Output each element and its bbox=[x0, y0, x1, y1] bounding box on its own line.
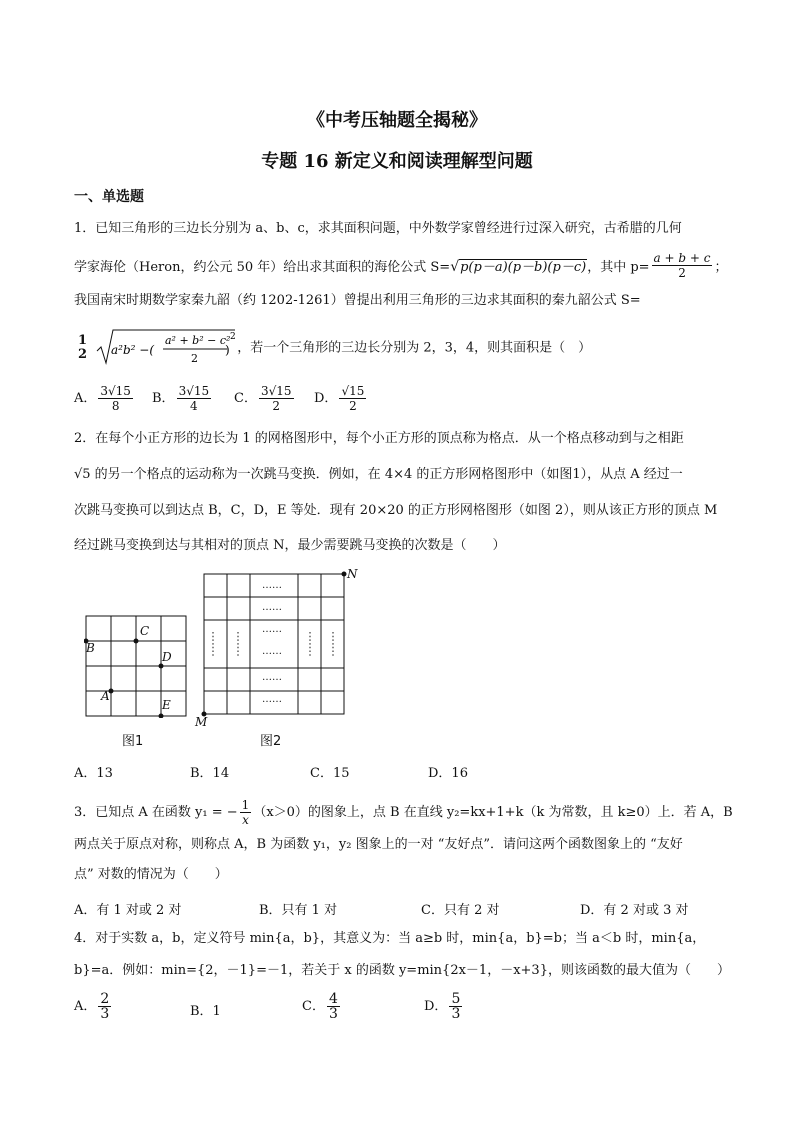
svg-text:): ) bbox=[225, 343, 230, 357]
point-e-dot bbox=[159, 714, 164, 719]
q2-option-c[interactable]: C．15 bbox=[310, 766, 350, 781]
point-m-label: M bbox=[195, 715, 208, 729]
q4-option-a[interactable]: A． $\frac{2}{3}$ bbox=[74, 991, 110, 1022]
q3-line-1: 3．已知点 A 在函数 y₁ = − $\frac{1}{x}$ （x＞0）的图象上，点 B 在直线 y₂=kx+1+k（k 为常数，且 k≥0）上．若 A，B bbox=[74, 798, 733, 827]
point-c-label: C bbox=[140, 624, 150, 638]
h-ellipsis-4: …… bbox=[262, 646, 282, 657]
h-ellipsis-2: …… bbox=[262, 602, 282, 613]
q4-option-b[interactable]: B．1 bbox=[190, 1004, 221, 1019]
svg-text:2: 2 bbox=[191, 352, 199, 365]
q1-line-4 bbox=[74, 327, 722, 371]
point-d-dot bbox=[159, 664, 164, 669]
point-d-label: D bbox=[162, 650, 172, 664]
one-half-fraction: 1 2 bbox=[78, 333, 88, 362]
figure-2-caption: 图2 bbox=[260, 734, 282, 749]
q2-option-d[interactable]: D．16 bbox=[428, 766, 468, 781]
q2-option-b[interactable]: B．14 bbox=[190, 766, 230, 781]
half-perimeter-fraction: $\frac{a + b + c}{2}$ bbox=[653, 251, 711, 280]
h-ellipsis-5: …… bbox=[262, 672, 282, 683]
h-ellipsis-1: …… bbox=[262, 580, 282, 591]
q1-option-c[interactable]: C． $\frac{3√15}{2}$ bbox=[234, 384, 292, 413]
point-e-label: E bbox=[162, 698, 171, 712]
point-n-dot bbox=[342, 572, 347, 577]
q1-line-2: 学家海伦（Heron，约公元 50 年）给出求其面积的海伦公式 S=√p(p－a)(p－b)(p－c)，其中 p= $\frac{a + b + c}{2}$ ； bbox=[74, 251, 728, 280]
figure-1-grid bbox=[84, 614, 188, 718]
q2-line-1: 2．在每个小正方形的边长为 1 的网格图形中，每个小正方形的顶点称为格点．从一个格点移动到与之相距 bbox=[74, 431, 684, 446]
q2-option-a[interactable]: A．13 bbox=[74, 766, 113, 781]
q4-option-d[interactable]: D． $\frac{5}{3}$ bbox=[424, 991, 461, 1022]
q3-option-b[interactable]: B．只有 1 对 bbox=[259, 903, 338, 918]
svg-text:a² + b² − c²: a² + b² − c² bbox=[165, 334, 231, 347]
q2-line-4: 经过跳马变换到达与其相对的顶点 N，最少需要跳马变换的次数是（ ） bbox=[74, 538, 506, 553]
document-subtitle: 专题 16 新定义和阅读理解型问题 bbox=[261, 151, 533, 172]
q1-question-text: ，若一个三角形的三边长分别为 2，3，4，则其面积是（ ） bbox=[237, 340, 592, 356]
svg-text:2: 2 bbox=[230, 332, 236, 342]
q2-line-3: 次跳马变换可以到达点 B，C，D，E 等处．现有 20×20 的正方形网格图形（如图 2），则从该正方形的顶点 M bbox=[74, 503, 718, 518]
q4-line-2: b}=a．例如：min={2，－1}=－1，若关于 x 的函数 y=min{2x－1，－x+3}，则该函数的最大值为（ ） bbox=[74, 963, 730, 978]
h-ellipsis-6: …… bbox=[262, 694, 282, 705]
q1-option-a[interactable]: A． $\frac{3√15}{8}$ bbox=[74, 384, 131, 413]
q1-line-3: 我国南宋时期数学家秦九韶（约 1202-1261）曾提出利用三角形的三边求其面积的秦九韶公式 S= bbox=[74, 293, 641, 308]
h-ellipsis-3: …… bbox=[262, 624, 282, 635]
neg-reciprocal-fraction: $\frac{1}{x}$ bbox=[241, 798, 250, 827]
qin-jiushao-formula bbox=[95, 327, 237, 369]
q3-option-d[interactable]: D．有 2 对或 3 对 bbox=[580, 903, 689, 918]
heron-radicand: p(p－a)(p－b)(p－c) bbox=[460, 260, 587, 275]
q1-option-b[interactable]: B． $\frac{3√15}{4}$ bbox=[152, 384, 210, 413]
point-b-label: B bbox=[86, 641, 95, 655]
section-heading: 一、单选题 bbox=[74, 189, 144, 205]
q1-text: 学家海伦（Heron，约公元 50 年）给出求其面积的海伦公式 S= bbox=[74, 260, 451, 275]
point-n-label: N bbox=[347, 567, 358, 581]
q3-line-2: 两点关于原点对称，则称点 A，B 为函数 y₁，y₂ 图象上的一对 “友好点”．请问这两个函数图象上的 “友好 bbox=[74, 837, 683, 852]
q4-line-1: 4．对于实数 a，b，定义符号 min{a，b}，其意义为：当 a≥b 时，min{a，b}=b；当 a＜b 时，min{a， bbox=[74, 931, 706, 946]
svg-text:a²b² −(: a²b² −( bbox=[111, 343, 155, 357]
point-a-label: A bbox=[101, 689, 110, 703]
q4-option-c[interactable]: C． $\frac{4}{3}$ bbox=[302, 991, 338, 1022]
q3-option-c[interactable]: C．只有 2 对 bbox=[421, 903, 500, 918]
figure-1-caption: 图1 bbox=[122, 734, 144, 749]
q3-line-3: 点” 对数的情况为（ ） bbox=[74, 867, 228, 882]
q1-text: ，其中 p= bbox=[587, 260, 650, 275]
q1-line-1: 1．已知三角形的三边长分别为 a、b、c，求其面积问题，中外数学家曾经进行过深入研究，古希腊的几何 bbox=[74, 221, 682, 236]
q3-option-a[interactable]: A．有 1 对或 2 对 bbox=[74, 903, 182, 918]
q1-option-d[interactable]: D． $\frac{√15}{2}$ bbox=[314, 384, 365, 413]
sqrt-icon: √ bbox=[450, 259, 460, 275]
point-c-dot bbox=[134, 639, 139, 644]
document-title: 《中考压轴题全揭秘》 bbox=[307, 110, 487, 131]
q2-line-2: √5 的另一个格点的运动称为一次跳马变换．例如，在 4×4 的正方形网格图形中（如图1），从点 A 经过一 bbox=[74, 467, 683, 482]
